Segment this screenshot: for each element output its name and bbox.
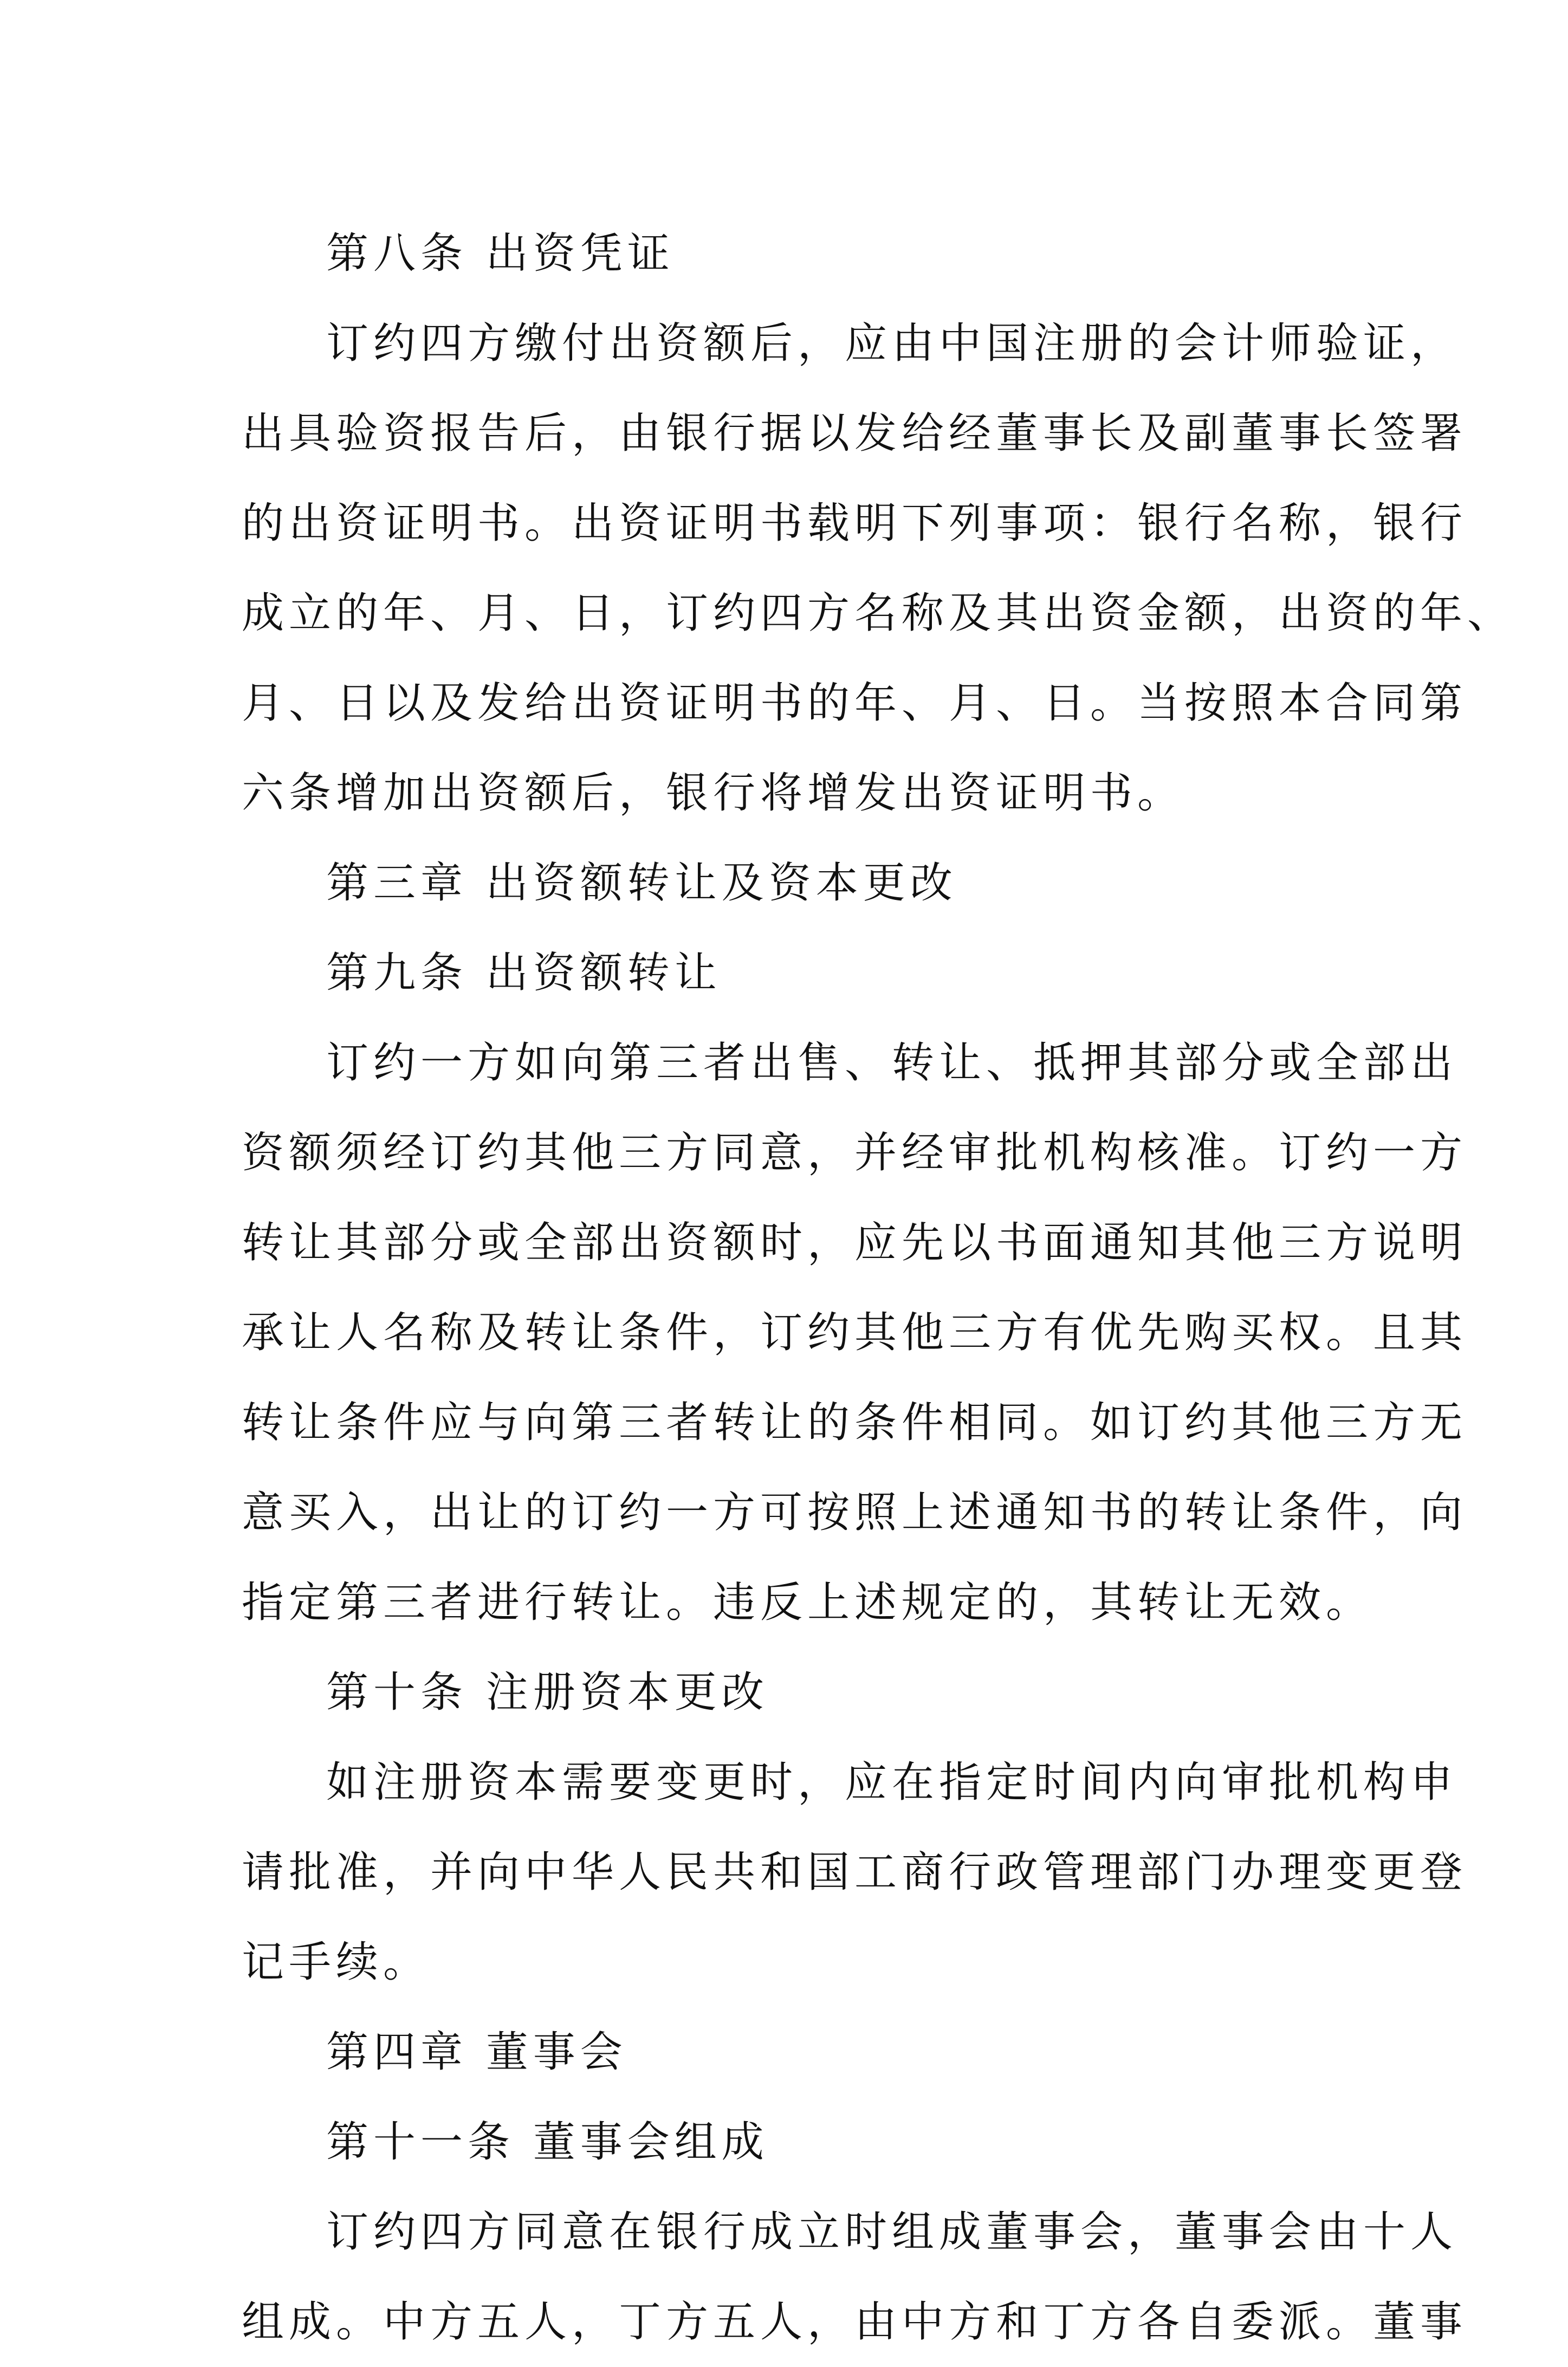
paragraph-line: 六条增加出资额后，银行将增发出资证明书。 xyxy=(242,769,1185,818)
paragraph-line: 指定第三者进行转让。违反上述规定的，其转让无效。 xyxy=(242,1578,1373,1627)
article-8-heading: 第八条 出资凭证 xyxy=(326,229,675,278)
paragraph-line: 承让人名称及转让条件，订约其他三方有优先购买权。且其 xyxy=(242,1308,1468,1357)
chapter-3-heading: 第三章 出资额转让及资本更改 xyxy=(326,859,957,907)
article-11-heading: 第十一条 董事会组成 xyxy=(326,2118,769,2167)
article-10-heading: 第十条 注册资本更改 xyxy=(326,1668,769,1717)
paragraph-line: 记手续。 xyxy=(242,1938,431,1987)
paragraph-line: 如注册资本需要变更时，应在指定时间内向审批机构申 xyxy=(326,1758,1458,1807)
paragraph-line: 月、日以及发给出资证明书的年、月、日。当按照本合同第 xyxy=(242,679,1468,728)
paragraph-line: 组成。中方五人，丁方五人，由中方和丁方各自委派。董事 xyxy=(242,2298,1468,2346)
paragraph-line: 订约一方如向第三者出售、转让、抵押其部分或全部出 xyxy=(326,1039,1458,1087)
paragraph-line: 订约四方缴付出资额后，应由中国注册的会计师验证， xyxy=(326,319,1458,368)
paragraph-line: 请批准，并向中华人民共和国工商行政管理部门办理变更登 xyxy=(242,1848,1468,1897)
paragraph-line: 的出资证明书。出资证明书载明下列事项：银行名称，银行 xyxy=(242,499,1468,548)
document-body xyxy=(242,209,1515,2367)
paragraph-line: 转让条件应与向第三者转让的条件相同。如订约其他三方无 xyxy=(242,1398,1468,1447)
paragraph-line: 订约四方同意在银行成立时组成董事会，董事会由十人 xyxy=(326,2208,1458,2256)
paragraph-line: 成立的年、月、日，订约四方名称及其出资金额，出资的年、 xyxy=(242,589,1515,638)
chapter-4-heading: 第四章 董事会 xyxy=(326,2028,627,2077)
paragraph-line: 资额须经订约其他三方同意，并经审批机构核准。订约一方 xyxy=(242,1129,1468,1177)
article-9-heading: 第九条 出资额转让 xyxy=(326,949,722,997)
paragraph-line: 意买入，出让的订约一方可按照上述通知书的转让条件，向 xyxy=(242,1488,1468,1537)
paragraph-line: 出具验资报告后，由银行据以发给经董事长及副董事长签署 xyxy=(242,409,1468,458)
paragraph-line: 转让其部分或全部出资额时，应先以书面通知其他三方说明 xyxy=(242,1218,1468,1267)
